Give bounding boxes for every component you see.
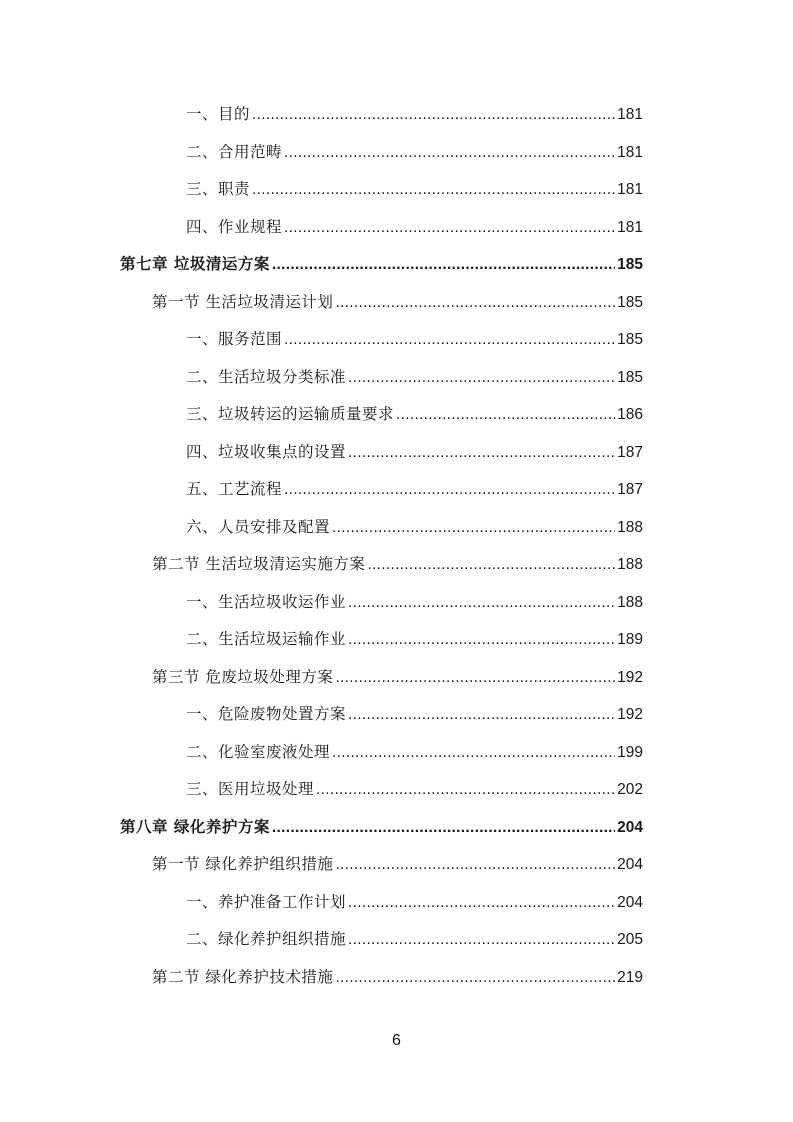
leader-dots — [348, 627, 615, 653]
toc-entry-page: 181 — [617, 181, 643, 198]
toc-entry-page: 204 — [617, 893, 643, 911]
toc-chapter-entry[interactable] — [120, 251, 643, 277]
toc-entry-page: 192 — [617, 668, 643, 686]
toc-entry[interactable] — [186, 739, 643, 765]
toc-entry-page: 202 — [617, 781, 643, 798]
toc-section-entry[interactable] — [152, 851, 643, 877]
toc-entry-title: 二、合用范畴 — [186, 142, 283, 161]
toc-entry-title: 第一节 生活垃圾清运计划 — [152, 292, 334, 311]
leader-dots — [316, 777, 615, 803]
toc-entry-page: 181 — [617, 143, 643, 161]
toc-entry[interactable] — [186, 626, 643, 652]
leader-dots — [367, 552, 615, 578]
leader-dots — [332, 740, 615, 766]
leader-dots — [252, 177, 615, 203]
toc-entry-page: 187 — [617, 443, 643, 461]
toc-entry-title: 一、养护准备工作计划 — [186, 892, 347, 911]
toc-entry[interactable] — [186, 889, 643, 915]
toc-entry-page: 185 — [617, 293, 643, 311]
toc-entry-title: 二、生活垃圾运输作业 — [186, 630, 347, 648]
leader-dots — [284, 215, 615, 241]
toc-entry-page: 188 — [617, 593, 643, 611]
toc-entry[interactable] — [186, 139, 643, 165]
toc-entry[interactable] — [186, 214, 643, 240]
toc-entry-title: 第二节 绿化养护技术措施 — [152, 967, 334, 986]
toc-entry-title: 六、人员安排及配置 — [186, 517, 331, 536]
page-number: 6 — [392, 1032, 401, 1049]
toc-entry-title: 第七章 垃圾清运方案 — [120, 255, 270, 273]
toc-entry-title: 第一节 绿化养护组织措施 — [152, 855, 334, 873]
toc-entry-title: 三、医用垃圾处理 — [186, 780, 315, 798]
toc-entry[interactable] — [186, 701, 643, 727]
leader-dots — [252, 102, 615, 128]
toc-entry[interactable] — [186, 776, 643, 802]
toc-entry-page: 219 — [617, 968, 643, 986]
toc-entry-page: 186 — [617, 406, 643, 423]
toc-entry[interactable] — [186, 401, 643, 427]
toc-entry-page: 189 — [617, 631, 643, 648]
toc-entry-title: 三、职责 — [186, 180, 251, 198]
leader-dots — [348, 365, 615, 391]
toc-entry-title: 一、服务范围 — [186, 330, 283, 348]
toc-entry[interactable] — [186, 514, 643, 540]
toc-entry-title: 二、化验室废液处理 — [186, 742, 331, 761]
toc-entry-title: 一、生活垃圾收运作业 — [186, 592, 347, 611]
toc-entry-page: 185 — [617, 331, 643, 348]
toc-entry[interactable] — [186, 926, 643, 952]
toc-entry-page: 188 — [617, 518, 643, 536]
toc-entry-page: 192 — [617, 706, 643, 723]
toc-entry-page: 188 — [617, 556, 643, 573]
leader-dots — [284, 327, 615, 353]
leader-dots — [332, 515, 615, 541]
leader-dots — [348, 927, 615, 953]
leader-dots — [348, 702, 615, 728]
toc-section-entry[interactable] — [152, 964, 643, 990]
leader-dots — [335, 665, 615, 691]
leader-dots — [272, 252, 615, 278]
toc-section-entry[interactable] — [152, 664, 643, 690]
toc-section-entry[interactable] — [152, 289, 643, 315]
toc-entry[interactable] — [186, 326, 643, 352]
toc-entry[interactable] — [186, 101, 643, 127]
toc-entry-page: 185 — [617, 368, 643, 386]
toc-entry-title: 三、垃圾转运的运输质量要求 — [186, 405, 395, 423]
leader-dots — [348, 890, 615, 916]
leader-dots — [348, 590, 615, 616]
leader-dots — [335, 965, 615, 991]
toc-entry-title: 第八章 绿化养护方案 — [120, 817, 270, 836]
toc-entry-title: 一、目的 — [186, 105, 251, 123]
leader-dots — [272, 815, 615, 841]
toc-entry-page: 181 — [617, 106, 643, 123]
toc-entry-title: 四、垃圾收集点的设置 — [186, 442, 347, 461]
toc-entry-title: 二、绿化养护组织措施 — [186, 930, 347, 948]
toc-entry-title: 二、生活垃圾分类标准 — [186, 367, 347, 386]
toc-entry[interactable] — [186, 589, 643, 615]
leader-dots — [284, 477, 615, 503]
toc-entry-title: 四、作业规程 — [186, 217, 283, 236]
toc-entry-title: 一、危险废物处置方案 — [186, 705, 347, 723]
toc-entry[interactable] — [186, 176, 643, 202]
toc-entry-page: 204 — [617, 818, 643, 836]
toc-entry-page: 185 — [617, 256, 643, 273]
toc-entry-title: 第三节 危废垃圾处理方案 — [152, 667, 334, 686]
toc-entry[interactable] — [186, 476, 643, 502]
toc-entry-page: 187 — [617, 481, 643, 498]
toc-entry-page: 204 — [617, 856, 643, 873]
leader-dots — [284, 140, 615, 166]
toc-entry[interactable] — [186, 439, 643, 465]
leader-dots — [348, 440, 615, 466]
toc-entry-page: 205 — [617, 931, 643, 948]
toc-chapter-entry[interactable] — [120, 814, 643, 840]
leader-dots — [335, 290, 615, 316]
toc-entry-page: 181 — [617, 218, 643, 236]
toc-entry[interactable] — [186, 364, 643, 390]
leader-dots — [396, 402, 615, 428]
toc-entry-title: 五、工艺流程 — [186, 480, 283, 498]
toc-entry-page: 199 — [617, 743, 643, 761]
toc-section-entry[interactable] — [152, 551, 643, 577]
leader-dots — [335, 852, 615, 878]
toc-entry-title: 第二节 生活垃圾清运实施方案 — [152, 555, 366, 573]
